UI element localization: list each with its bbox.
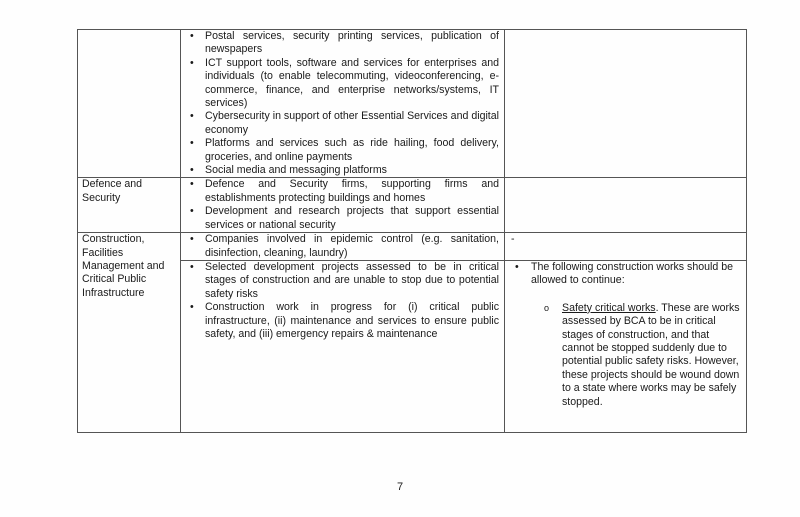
list-item: • Postal services, security printing services, publication of newspapers xyxy=(190,30,499,56)
category-cell xyxy=(78,30,181,178)
bullet-icon: • xyxy=(515,260,519,273)
list-item: • Companies involved in epidemic control (e.g. sanitation, disinfection, cleaning, laundry) xyxy=(190,233,499,259)
safety-critical-works-text: . These are works assessed by BCA to be in critical stages of construction, and that cannot be stopped suddenly due to potential public safety risks. However, these projects should be wound down to a state where works may be safely stopped. xyxy=(562,301,740,408)
services-cell xyxy=(181,233,505,261)
category-cell: Defence and Security xyxy=(78,178,181,233)
services-list xyxy=(185,261,499,341)
table-row xyxy=(78,30,747,178)
bullet-icon: • xyxy=(190,178,194,191)
list-item: • Platforms and services such as ride hailing, food delivery, groceries, and online payments xyxy=(190,137,499,163)
bullet-icon: • xyxy=(190,30,194,42)
services-list xyxy=(185,178,499,232)
notes-dash: - xyxy=(511,233,515,246)
bullet-icon: • xyxy=(190,205,194,218)
list-item: • Selected development projects assessed to be in critical stages of construction and are unable to stop due to potential safety risks xyxy=(190,260,499,300)
list-item: • Social media and messaging platforms xyxy=(190,164,387,177)
list-item: • ICT support tools, software and services for enterprises and individuals (to enable telecommuting, videoconferencing, e-commerce, finance, and enterprise networks/systems, IT services) xyxy=(190,56,499,110)
list-item: • Construction work in progress for (i) critical public infrastructure, (ii) maintenance and services to ensure public safety, and (iii) emergency repairs & maintenance xyxy=(190,301,499,340)
list-item xyxy=(509,261,741,288)
essential-services-table xyxy=(77,29,747,433)
notes-sub-list xyxy=(509,302,741,409)
bullet-icon: • xyxy=(190,233,194,246)
notes-cell xyxy=(505,178,747,233)
list-item: • Defence and Security firms, supporting firms and establishments protecting buildings and homes xyxy=(190,178,499,204)
table-row xyxy=(78,178,747,233)
table-row xyxy=(78,233,747,261)
services-cell xyxy=(181,30,505,178)
services-cell xyxy=(181,260,505,432)
category-cell: Construction, Facilities Management and Critical Public Infrastructure xyxy=(78,233,181,433)
list-item: • Development and research projects that support essential services or national security xyxy=(190,205,499,231)
list-item: • Cybersecurity in support of other Essential Services and digital economy xyxy=(190,110,499,136)
bullet-icon: • xyxy=(190,260,194,273)
bullet-icon: • xyxy=(190,137,194,150)
services-list xyxy=(185,233,499,260)
services-list xyxy=(185,30,499,177)
notes-intro: The following construction works should be allowed to continue: xyxy=(531,260,733,287)
notes-cell xyxy=(505,233,747,261)
page-number: 7 xyxy=(396,481,404,493)
list-item xyxy=(509,302,741,409)
bullet-icon: • xyxy=(190,301,194,314)
services-cell xyxy=(181,178,505,233)
bullet-icon: • xyxy=(190,56,194,69)
safety-critical-works-title: Safety critical works xyxy=(562,301,656,314)
bullet-icon: • xyxy=(190,110,194,123)
notes-list xyxy=(509,261,741,288)
notes-cell xyxy=(505,30,747,178)
hollow-bullet-icon: o xyxy=(544,302,550,313)
bullet-icon: • xyxy=(190,164,194,177)
notes-cell xyxy=(505,260,747,432)
